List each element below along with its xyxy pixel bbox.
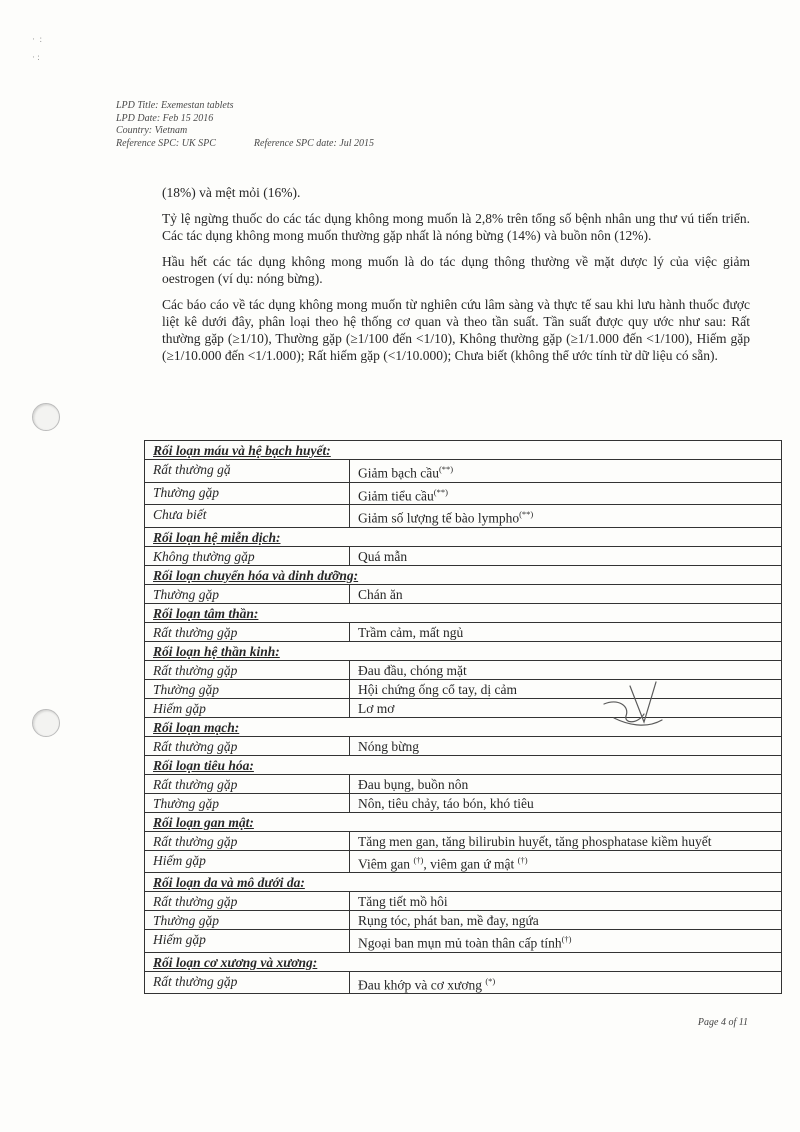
section-row [145, 527, 782, 546]
table-row [145, 546, 782, 565]
effect-cell: Đau bụng, buồn nôn [350, 774, 782, 793]
section-gastrointestinal: Rối loạn tiêu hóa: [145, 755, 782, 774]
footnote-marker: (**) [519, 509, 534, 519]
table-row [145, 892, 782, 911]
lpd-title: LPD Title: Exemestan tablets [116, 100, 234, 111]
frequency-cell: Rất thường gặ [145, 460, 350, 483]
frequency-cell: Thường gặp [145, 584, 350, 603]
frequency-cell: Hiếm gặp [145, 850, 350, 873]
effect-text: , viêm gan ứ mật [423, 856, 515, 871]
effect-text: Viêm gan [358, 856, 411, 871]
table-row [145, 793, 782, 812]
effect-cell: Tăng tiết mồ hôi [350, 892, 782, 911]
section-row [145, 952, 782, 971]
table-row [145, 831, 782, 850]
table-row [145, 930, 782, 953]
scan-specks: · : · : [32, 34, 42, 62]
lpd-date: LPD Date: Feb 15 2016 [116, 112, 214, 124]
handwritten-initials [600, 674, 670, 734]
frequency-cell: Hiếm gặp [145, 698, 350, 717]
footnote-marker: (**) [438, 464, 454, 474]
effect-cell [350, 505, 782, 528]
frequency-cell: Rất thường gặp [145, 971, 350, 994]
section-nervous: Rối loạn hệ thần kinh: [145, 641, 782, 660]
effect-cell [350, 850, 782, 873]
table-row [145, 584, 782, 603]
frequency-cell: Hiếm gặp [145, 930, 350, 953]
section-row [145, 565, 782, 584]
punch-hole-bottom [32, 709, 60, 737]
effect-cell: Trầm cảm, mất ngủ [350, 622, 782, 641]
frequency-cell: Không thường gặp [145, 546, 350, 565]
country: Country: Vietnam [116, 125, 188, 136]
effect-cell: Lơ mơ [350, 698, 782, 717]
section-row [145, 812, 782, 831]
effect-text: Đau khớp và cơ xương [358, 977, 482, 992]
table-row [145, 911, 782, 930]
section-immune: Rối loạn hệ miễn dịch: [145, 527, 782, 546]
effect-cell: Quá mẫn [350, 546, 782, 565]
footnote-marker: (**) [433, 486, 448, 497]
reference-spc: Reference SPC: UK SPC [116, 137, 216, 149]
frequency-cell: Rất thường gặp [145, 622, 350, 641]
table-row [145, 679, 782, 698]
section-musculoskeletal: Rối loạn cơ xương và xương: [145, 952, 782, 971]
section-row [145, 441, 782, 460]
frequency-cell: Rất thường gặp [145, 892, 350, 911]
effect-cell [350, 482, 782, 505]
body-text [162, 184, 750, 373]
table-row [145, 698, 782, 717]
section-skin: Rối loạn da và mô dưới da: [145, 873, 782, 892]
footnote-marker: (†) [517, 854, 528, 865]
frequency-cell: Rất thường gặp [145, 660, 350, 679]
frequency-cell: Rất thường gặp [145, 774, 350, 793]
frequency-cell: Chưa biết [145, 505, 350, 528]
frequency-cell: Thường gặp [145, 793, 350, 812]
frequency-cell: Rất thường gặp [145, 831, 350, 850]
effect-text: Ngoại ban mụn mủ toàn thân cấp tính [358, 935, 562, 951]
section-metabolism: Rối loạn chuyển hóa và dinh dưỡng: [145, 565, 782, 584]
table-row [145, 971, 782, 994]
reference-spc-date: Reference SPC date: Jul 2015 [253, 137, 375, 149]
table-row [145, 774, 782, 793]
frequency-cell: Rất thường gặp [145, 736, 350, 755]
section-row [145, 641, 782, 660]
footnote-marker: (†) [561, 934, 572, 944]
effect-cell: Chán ăn [350, 584, 782, 603]
effect-cell [350, 460, 782, 483]
frequency-cell: Thường gặp [145, 482, 350, 505]
paragraph-2: Hầu hết các tác dụng không mong muốn là do tác dụng thông thường về mặt dược lý của việc giảm oestrogen (ví dụ: nóng bừng). [162, 254, 750, 286]
reference-line [116, 138, 374, 151]
frequency-cell: Thường gặp [145, 679, 350, 698]
section-vascular: Rối loạn mạch: [145, 717, 782, 736]
effect-text: Giảm bạch cầu [358, 465, 439, 481]
effect-text: Giảm số lượng tế bào lympho [358, 510, 520, 526]
section-row [145, 717, 782, 736]
table-row [145, 505, 782, 528]
table-row [145, 460, 782, 483]
effect-cell: Rụng tóc, phát ban, mề đay, ngứa [350, 911, 782, 930]
effect-cell: Nôn, tiêu chảy, táo bón, khó tiêu [350, 793, 782, 812]
section-hepatobiliary: Rối loạn gan mật: [145, 812, 782, 831]
section-blood: Rối loạn máu và hệ bạch huyết: [145, 441, 782, 460]
section-row [145, 603, 782, 622]
table-row [145, 850, 782, 873]
effect-text: Giảm tiểu cầu [358, 488, 434, 503]
paragraph-3: Các báo cáo về tác dụng không mong muốn từ nghiên cứu lâm sàng và thực tế sau khi lưu hành thuốc được liệt kê dưới đây, phân loại theo hệ thống cơ quan và theo tần suất. Tần suất được quy ước như sau: Rất thường gặp (≥1/10), Thường gặp (≥1/100 đến <1/10), Không thường gặp (≥1/1.000 đến <1/100), Hiếm gặp (≥1/10.000 đến <1/1.000); Rất hiếm gặp (<1/10.000); Chưa biết (không thể ước tính từ dữ liệu có sẵn). [162, 297, 750, 363]
section-row [145, 755, 782, 774]
effect-cell [350, 930, 782, 953]
adverse-effects-table [144, 440, 782, 994]
paragraph-0: (18%) và mệt mỏi (16%). [162, 185, 301, 200]
table-row [145, 622, 782, 641]
footnote-marker: (†) [413, 854, 424, 865]
effect-cell: Tăng men gan, tăng bilirubin huyết, tăng phosphatase kiềm huyết [350, 831, 782, 850]
section-row [145, 873, 782, 892]
page-number: Page 4 of 11 [697, 1017, 748, 1028]
footnote-marker: (*) [485, 975, 496, 986]
effect-cell: Đau đầu, chóng mặt [350, 660, 782, 679]
punch-hole-top [32, 403, 60, 431]
table-row [145, 482, 782, 505]
table-row [145, 736, 782, 755]
document-header [116, 100, 374, 150]
frequency-cell: Thường gặp [145, 911, 350, 930]
effect-cell [350, 971, 782, 994]
paragraph-1: Tỷ lệ ngừng thuốc do các tác dụng không mong muốn là 2,8% trên tổng số bệnh nhân ung thư vú tiến triển. Các tác dụng không mong muốn thường gặp nhất là nóng bừng (14%) và buồn nôn (12%). [162, 211, 750, 243]
table-row [145, 660, 782, 679]
effect-cell: Nóng bừng [350, 736, 782, 755]
section-psychiatric: Rối loạn tâm thần: [145, 603, 782, 622]
effect-cell: Hội chứng ống cổ tay, dị cảm [350, 679, 782, 698]
